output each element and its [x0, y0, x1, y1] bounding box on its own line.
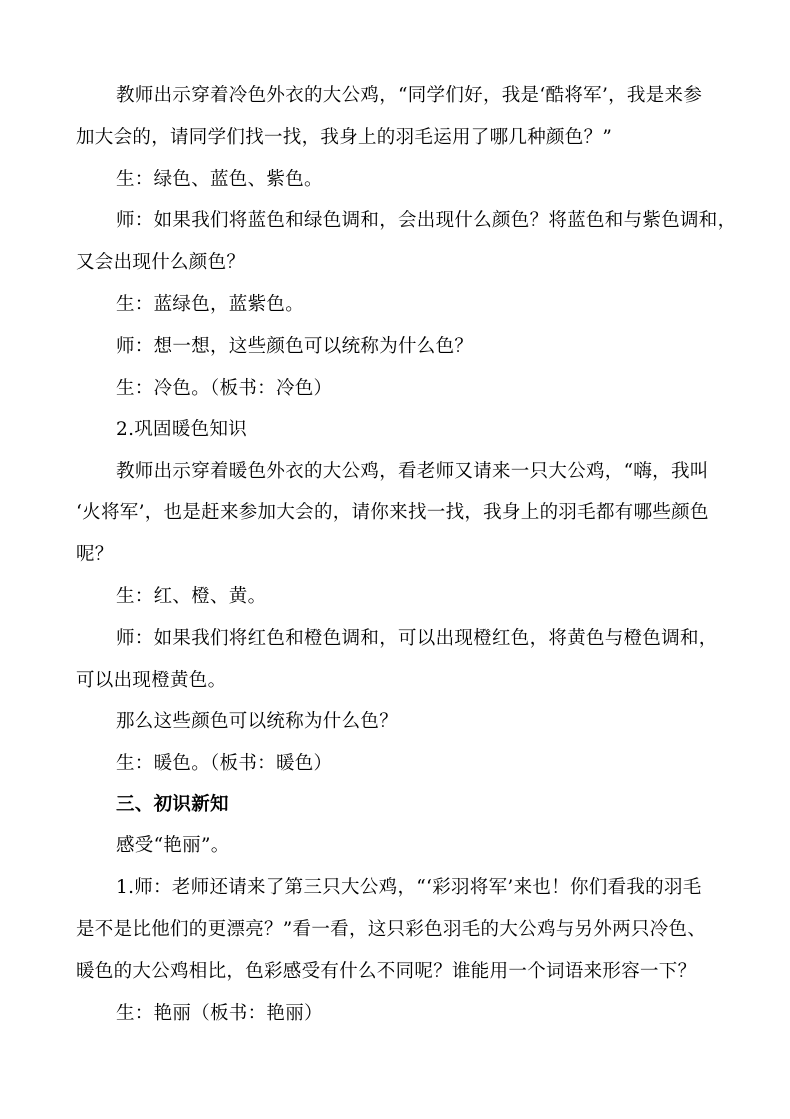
section-subheading: 2.巩固暖色知识 — [116, 419, 248, 440]
paragraph-line: 加大会的，请同学们找一找，我身上的羽毛运用了哪几种颜色？” — [76, 127, 613, 148]
paragraph-line: 暖色的大公鸡相比，色彩感受有什么不同呢？谁能用一个词语来形容一下？ — [76, 961, 697, 982]
paragraph-line: 呢？ — [76, 544, 114, 565]
paragraph-line: 师：想一想，这些颜色可以统称为什么色？ — [116, 336, 474, 357]
paragraph-line: 那么这些颜色可以统称为什么色？ — [116, 711, 399, 732]
paragraph-line: 生：冷色。（板书：冷色） — [116, 378, 333, 399]
paragraph-line: 生：绿色、蓝色、紫色。 — [116, 169, 323, 190]
paragraph-line: ‘火将军’，也是赶来参加大会的，请你来找一找，我身上的羽毛都有哪些颜色 — [76, 502, 709, 523]
paragraph-line: 又会出现什么颜色？ — [76, 252, 246, 273]
paragraph-line: 生：艳丽（板书：艳丽） — [116, 1003, 323, 1024]
paragraph-line: 是不是比他们的更漂亮？”看一看，这只彩色羽毛的大公鸡与另外两只冷色、 — [76, 919, 707, 940]
paragraph-line: 感受“艳丽”。 — [116, 835, 230, 856]
paragraph-line: 师：如果我们将红色和橙色调和，可以出现橙红色，将黄色与橙色调和， — [116, 628, 718, 649]
paragraph-line: 生：暖色。（板书：暖色） — [116, 753, 333, 774]
section-heading: 三、初识新知 — [116, 794, 229, 815]
paragraph-line: 师：如果我们将蓝色和绿色调和，会出现什么颜色？将蓝色和与紫色调和， — [116, 210, 737, 231]
paragraph-line: 教师出示穿着暖色外衣的大公鸡，看老师又请来一只大公鸡，“嗨，我叫 — [116, 461, 709, 482]
paragraph-line: 1.师：老师还请来了第三只大公鸡，“‘彩羽将军’来也！你们看我的羽毛 — [116, 877, 702, 898]
paragraph-line: 生：红、橙、黄。 — [116, 586, 267, 607]
paragraph-line: 教师出示穿着冷色外衣的大公鸡，“同学们好，我是‘酷将军’，我是来参 — [116, 85, 703, 106]
paragraph-line: 可以出现橙黄色。 — [76, 670, 227, 691]
paragraph-line: 生：蓝绿色，蓝紫色。 — [116, 294, 305, 315]
